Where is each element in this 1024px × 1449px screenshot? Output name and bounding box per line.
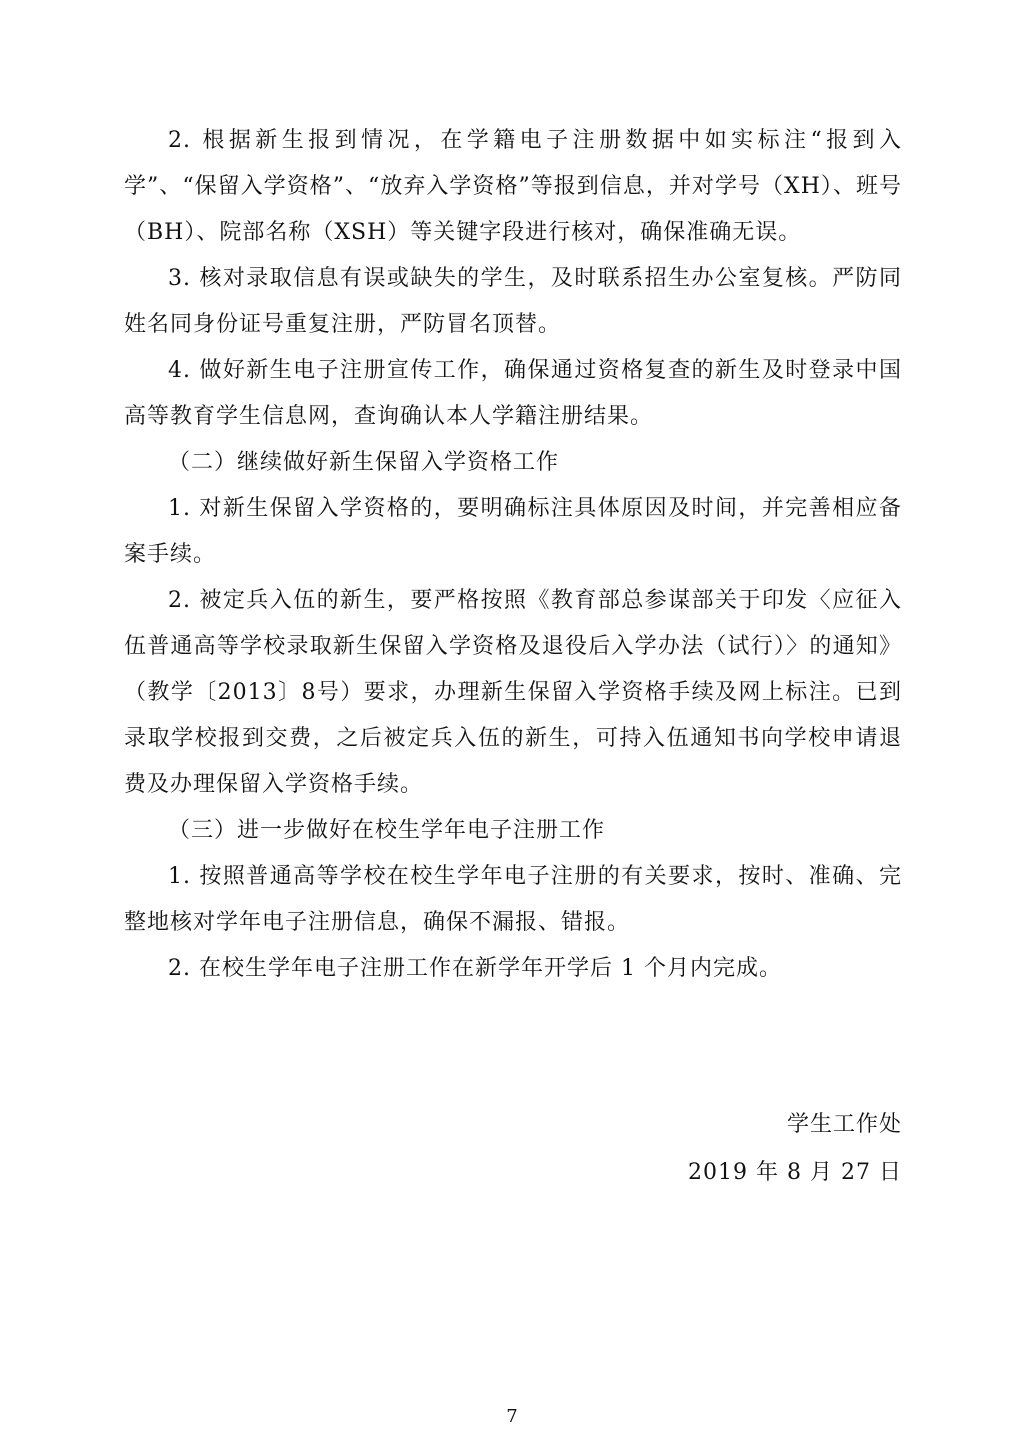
document-body — [124, 118, 902, 992]
signature-organization: 学生工作处 — [786, 1112, 902, 1137]
paragraph-military-enlistment: 2. 被定兵入伍的新生，要严格按照《教育部总参谋部关于印发〈应征入伍普通高等学校录取新生保留入学资格及退役后入学办法（试行）〉的通知》（教学〔2013〕8号）要求，办理新生保留入学资格手续及网上标注。已到录取学校报到交费，之后被定兵入伍的新生，可持入伍通知书向学校申请退费及办理保留入学资格手续。 — [124, 588, 902, 797]
page-number: 7 — [506, 1406, 518, 1427]
signature-date: 2019 年 8 月 27 日 — [688, 1160, 902, 1185]
paragraph-registration-publicity: 4. 做好新生电子注册宣传工作，确保通过资格复查的新生及时登录中国高等教育学生信息网，查询确认本人学籍注册结果。 — [124, 358, 902, 429]
paragraph-reserved-admission-record: 1. 对新生保留入学资格的，要明确标注具体原因及时间，并完善相应备案手续。 — [124, 496, 902, 567]
paragraph-annual-registration-deadline: 2. 在校生学年电子注册工作在新学年开学后 1 个月内完成。 — [168, 956, 782, 981]
section-heading-annual-registration: （三）进一步做好在校生学年电子注册工作 — [168, 818, 606, 843]
paragraph-registration-marking: 2. 根据新生报到情况，在学籍电子注册数据中如实标注“报到入学”、“保留入学资格”、“放弃入学资格”等报到信息，并对学号（XH）、班号（BH）、院部名称（XSH）等关键字段进行核对，确保准确无误。 — [124, 128, 902, 245]
paragraph-annual-registration-requirements: 1. 按照普通高等学校在校生学年电子注册的有关要求，按时、准确、完整地核对学年电子注册信息，确保不漏报、错报。 — [124, 864, 902, 935]
paragraph-admission-verification: 3. 核对录取信息有误或缺失的学生，及时联系招生办公室复核。严防同姓名同身份证号重复注册，严防冒名顶替。 — [124, 266, 902, 337]
section-heading-reserved-admission: （二）继续做好新生保留入学资格工作 — [168, 450, 560, 475]
